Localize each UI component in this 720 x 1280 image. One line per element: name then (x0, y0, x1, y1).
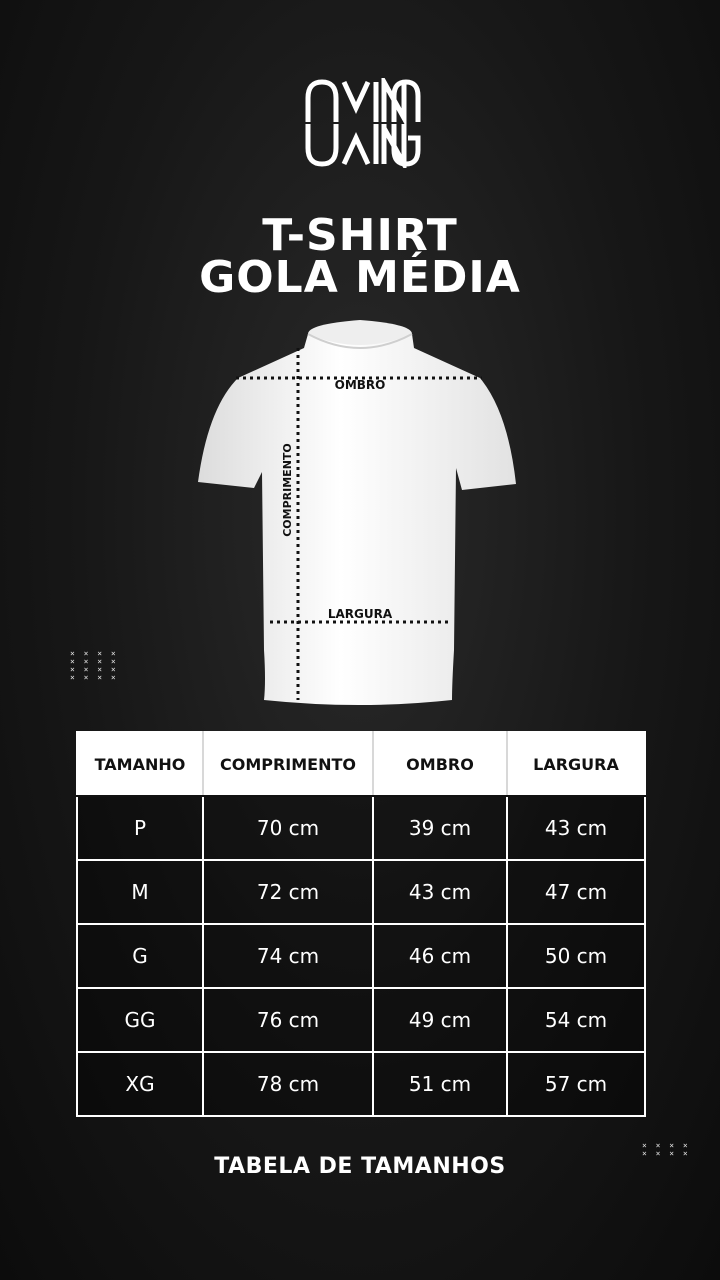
cell-size: XG (77, 1052, 203, 1116)
cell-size: GG (77, 988, 203, 1052)
width-label: LARGURA (327, 607, 393, 621)
cell-length: 74 cm (203, 924, 373, 988)
table-row (77, 860, 645, 924)
table-row (77, 988, 645, 1052)
length-label: COMPRIMENTO (281, 443, 294, 537)
cell-length: 76 cm (203, 988, 373, 1052)
cell-width: 47 cm (507, 860, 645, 924)
decor-dots-left: × × × × × × × × × × × × × × × × (70, 649, 118, 682)
cell-length: 78 cm (203, 1052, 373, 1116)
product-title-line1: T-SHIRT (262, 210, 458, 261)
header-size: TAMANHO (77, 732, 203, 796)
cell-size: G (77, 924, 203, 988)
cell-width: 54 cm (507, 988, 645, 1052)
cell-width: 43 cm (507, 796, 645, 860)
cell-shoulder: 46 cm (373, 924, 507, 988)
table-header-row (77, 732, 645, 796)
header-width: LARGURA (507, 732, 645, 796)
cell-length: 72 cm (203, 860, 373, 924)
cell-shoulder: 51 cm (373, 1052, 507, 1116)
cell-shoulder: 39 cm (373, 796, 507, 860)
cell-width: 57 cm (507, 1052, 645, 1116)
cell-length: 70 cm (203, 796, 373, 860)
cell-size: M (77, 860, 203, 924)
cell-size: P (77, 796, 203, 860)
cell-shoulder: 43 cm (373, 860, 507, 924)
product-title-line2: GOLA MÉDIA (199, 252, 521, 303)
size-table (76, 731, 646, 1117)
header-length: COMPRIMENTO (203, 732, 373, 796)
header-shoulder: OMBRO (373, 732, 507, 796)
cell-shoulder: 49 cm (373, 988, 507, 1052)
tshirt-diagram (190, 312, 530, 712)
cell-width: 50 cm (507, 924, 645, 988)
decor-dots-right: × × × × × × × × (642, 1141, 690, 1158)
shoulder-label: OMBRO (334, 378, 386, 392)
size-table-caption: TABELA DE TAMANHOS (214, 1154, 506, 1179)
table-row (77, 1052, 645, 1116)
brand-logo (0, 78, 720, 168)
table-row (77, 796, 645, 860)
table-row (77, 924, 645, 988)
